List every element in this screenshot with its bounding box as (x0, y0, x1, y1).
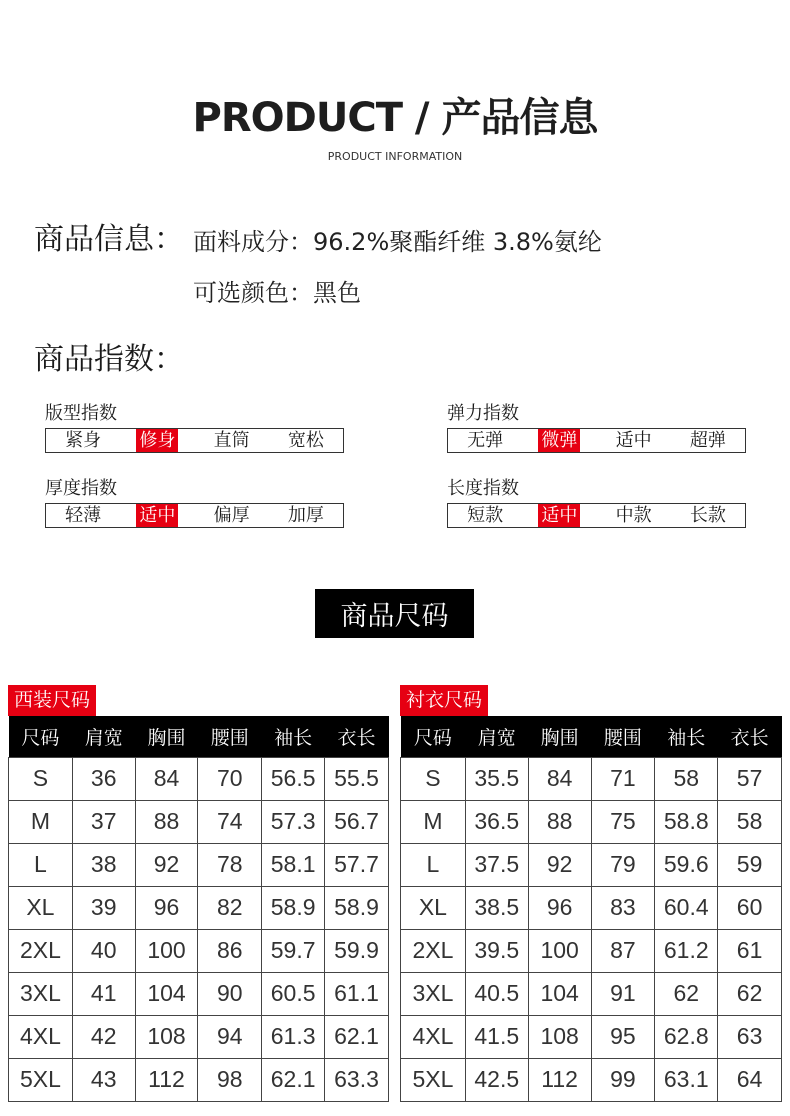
table-cell: 57.7 (325, 843, 389, 886)
fabric-label: 面料成分： (193, 228, 313, 256)
suit-size-table (8, 716, 389, 1102)
table-cell: 99 (591, 1058, 655, 1101)
table-cell: 61.2 (655, 929, 718, 972)
index-option-label: 适中 (615, 430, 652, 451)
fabric-value: 96.2%聚酯纤维 3.8%氨纶 (313, 228, 602, 256)
table-cell: 74 (198, 800, 262, 843)
table-cell: 36.5 (465, 800, 528, 843)
table-row (9, 1058, 389, 1101)
color-value: 黑色 (313, 279, 361, 307)
index-option-label: 偏厚 (213, 505, 250, 526)
table-header-row (401, 716, 782, 757)
index-option-label: 超弹 (689, 430, 726, 451)
table-cell: 112 (135, 1058, 198, 1101)
table-cell: 2XL (9, 929, 73, 972)
index-option (671, 429, 745, 452)
thickness-index (45, 477, 345, 528)
table-cell: 96 (528, 886, 591, 929)
table-cell: 60 (718, 886, 782, 929)
index-option (195, 504, 269, 527)
length-index (447, 477, 747, 528)
index-option-label: 修身 (136, 429, 178, 452)
index-option (269, 504, 343, 527)
table-cell: 58.9 (325, 886, 389, 929)
table-row (9, 886, 389, 929)
index-scale (45, 503, 344, 528)
table-cell: 96 (135, 886, 198, 929)
index-option (522, 504, 596, 527)
table-cell: 98 (198, 1058, 262, 1101)
table-cell: 35.5 (465, 757, 528, 800)
table-cell: 3XL (9, 972, 73, 1015)
table-row (401, 886, 782, 929)
index-option (120, 504, 194, 527)
index-label: 长度指数 (447, 478, 519, 499)
index-option (597, 429, 671, 452)
table-cell: 41 (72, 972, 135, 1015)
product-info-heading: 商品信息： (34, 222, 184, 257)
indices-heading: 商品指数： (34, 342, 184, 377)
index-option (522, 429, 596, 452)
table-cell: 64 (718, 1058, 782, 1101)
table-cell: 104 (528, 972, 591, 1015)
table-cell: 58.9 (262, 886, 325, 929)
table-cell: 59 (718, 843, 782, 886)
table-cell: 92 (135, 843, 198, 886)
index-option-label: 短款 (467, 505, 504, 526)
table-cell: 78 (198, 843, 262, 886)
table-cell: 42 (72, 1015, 135, 1058)
table-cell: 71 (591, 757, 655, 800)
table-row (9, 972, 389, 1015)
table-row (9, 757, 389, 800)
column-header: 胸围 (135, 716, 198, 757)
table-row (401, 800, 782, 843)
table-cell: 37 (72, 800, 135, 843)
table-cell: 61.3 (262, 1015, 325, 1058)
table-cell: 83 (591, 886, 655, 929)
index-option-label: 适中 (136, 504, 178, 527)
index-option-label: 无弹 (467, 430, 504, 451)
table-cell: 61.1 (325, 972, 389, 1015)
table-row (9, 929, 389, 972)
table-cell: 87 (591, 929, 655, 972)
table-cell: 88 (135, 800, 198, 843)
table-cell: 3XL (401, 972, 466, 1015)
table-cell: 58.1 (262, 843, 325, 886)
table-cell: M (9, 800, 73, 843)
shirt-size-table (400, 716, 782, 1102)
table-cell: 58 (718, 800, 782, 843)
index-scale (447, 428, 746, 453)
table-cell: 42.5 (465, 1058, 528, 1101)
index-option (46, 504, 120, 527)
index-option (195, 429, 269, 452)
table-cell: 63 (718, 1015, 782, 1058)
table-cell: 56.5 (262, 757, 325, 800)
table-cell: 39.5 (465, 929, 528, 972)
table-cell: S (401, 757, 466, 800)
table-cell: 62.1 (325, 1015, 389, 1058)
index-label: 厚度指数 (45, 478, 117, 499)
shirt-size-tag: 衬衣尺码 (400, 685, 488, 716)
table-cell: 37.5 (465, 843, 528, 886)
table-cell: S (9, 757, 73, 800)
column-header: 胸围 (528, 716, 591, 757)
table-cell: 5XL (9, 1058, 73, 1101)
table-cell: 61 (718, 929, 782, 972)
table-cell: 59.7 (262, 929, 325, 972)
table-cell: 5XL (401, 1058, 466, 1101)
index-scale (447, 503, 746, 528)
table-cell: 84 (135, 757, 198, 800)
table-cell: 57 (718, 757, 782, 800)
table-row (401, 972, 782, 1015)
index-option-label: 紧身 (65, 430, 102, 451)
table-row (9, 1015, 389, 1058)
table-row (9, 800, 389, 843)
table-row (401, 843, 782, 886)
table-cell: 63.3 (325, 1058, 389, 1101)
table-cell: 94 (198, 1015, 262, 1058)
index-option-label: 宽松 (287, 430, 324, 451)
table-cell: 62 (718, 972, 782, 1015)
table-cell: 104 (135, 972, 198, 1015)
table-cell: 55.5 (325, 757, 389, 800)
table-cell: 56.7 (325, 800, 389, 843)
index-label: 弹力指数 (447, 403, 519, 424)
table-cell: 84 (528, 757, 591, 800)
fit-index (45, 402, 345, 453)
index-option-label: 中款 (615, 505, 652, 526)
column-header: 腰围 (591, 716, 655, 757)
table-cell: M (401, 800, 466, 843)
index-option-label: 适中 (538, 504, 580, 527)
table-cell: 43 (72, 1058, 135, 1101)
table-cell: 40 (72, 929, 135, 972)
column-header: 腰围 (198, 716, 262, 757)
table-cell: 62.8 (655, 1015, 718, 1058)
table-cell: 112 (528, 1058, 591, 1101)
table-cell: 100 (135, 929, 198, 972)
table-cell: 88 (528, 800, 591, 843)
index-option (448, 504, 522, 527)
table-cell: 40.5 (465, 972, 528, 1015)
table-cell: 59.9 (325, 929, 389, 972)
table-cell: 60.5 (262, 972, 325, 1015)
index-option (597, 504, 671, 527)
column-header: 衣长 (718, 716, 782, 757)
color-label: 可选颜色： (193, 279, 313, 307)
table-cell: 36 (72, 757, 135, 800)
table-cell: 86 (198, 929, 262, 972)
table-row (9, 843, 389, 886)
table-cell: 100 (528, 929, 591, 972)
table-cell: 39 (72, 886, 135, 929)
index-option (671, 504, 745, 527)
suit-size-tag: 西装尺码 (8, 685, 96, 716)
column-header: 尺码 (9, 716, 73, 757)
shirt-size-chart (400, 685, 782, 1101)
table-cell: 60.4 (655, 886, 718, 929)
table-cell: 4XL (9, 1015, 73, 1058)
index-option (120, 429, 194, 452)
column-header: 袖长 (655, 716, 718, 757)
page-title: PRODUCT / 产品信息 (192, 95, 598, 141)
index-option-label: 直筒 (213, 430, 250, 451)
table-cell: 95 (591, 1015, 655, 1058)
table-cell: 62.1 (262, 1058, 325, 1101)
index-option (269, 429, 343, 452)
table-cell: 75 (591, 800, 655, 843)
table-cell: 38 (72, 843, 135, 886)
table-cell: 70 (198, 757, 262, 800)
column-header: 肩宽 (72, 716, 135, 757)
table-row (401, 757, 782, 800)
index-option (448, 429, 522, 452)
table-cell: 4XL (401, 1015, 466, 1058)
column-header: 肩宽 (465, 716, 528, 757)
table-cell: 38.5 (465, 886, 528, 929)
index-scale (45, 428, 344, 453)
column-header: 衣长 (325, 716, 389, 757)
table-cell: 91 (591, 972, 655, 1015)
size-section-banner: 商品尺码 (315, 589, 474, 638)
table-cell: XL (401, 886, 466, 929)
table-cell: 108 (528, 1015, 591, 1058)
index-option-label: 微弹 (538, 429, 580, 452)
column-header: 袖长 (262, 716, 325, 757)
table-cell: 57.3 (262, 800, 325, 843)
page-subtitle: PRODUCT INFORMATION (327, 150, 463, 163)
table-cell: 79 (591, 843, 655, 886)
table-cell: L (9, 843, 73, 886)
index-option-label: 轻薄 (65, 505, 102, 526)
table-cell: 92 (528, 843, 591, 886)
table-cell: 108 (135, 1015, 198, 1058)
suit-size-chart (8, 685, 389, 1101)
page-header (0, 92, 790, 163)
table-cell: 63.1 (655, 1058, 718, 1101)
table-header-row (9, 716, 389, 757)
table-cell: 62 (655, 972, 718, 1015)
fabric-row (193, 226, 602, 258)
index-option-label: 加厚 (287, 505, 324, 526)
index-label: 版型指数 (45, 403, 117, 424)
table-cell: L (401, 843, 466, 886)
table-cell: 58.8 (655, 800, 718, 843)
table-cell: 82 (198, 886, 262, 929)
table-cell: 59.6 (655, 843, 718, 886)
column-header: 尺码 (401, 716, 466, 757)
table-cell: 2XL (401, 929, 466, 972)
table-row (401, 1015, 782, 1058)
table-cell: XL (9, 886, 73, 929)
table-cell: 41.5 (465, 1015, 528, 1058)
table-cell: 90 (198, 972, 262, 1015)
table-row (401, 1058, 782, 1101)
stretch-index (447, 402, 747, 453)
table-row (401, 929, 782, 972)
color-row (193, 277, 361, 309)
index-option-label: 长款 (689, 505, 726, 526)
index-option (46, 429, 120, 452)
table-cell: 58 (655, 757, 718, 800)
